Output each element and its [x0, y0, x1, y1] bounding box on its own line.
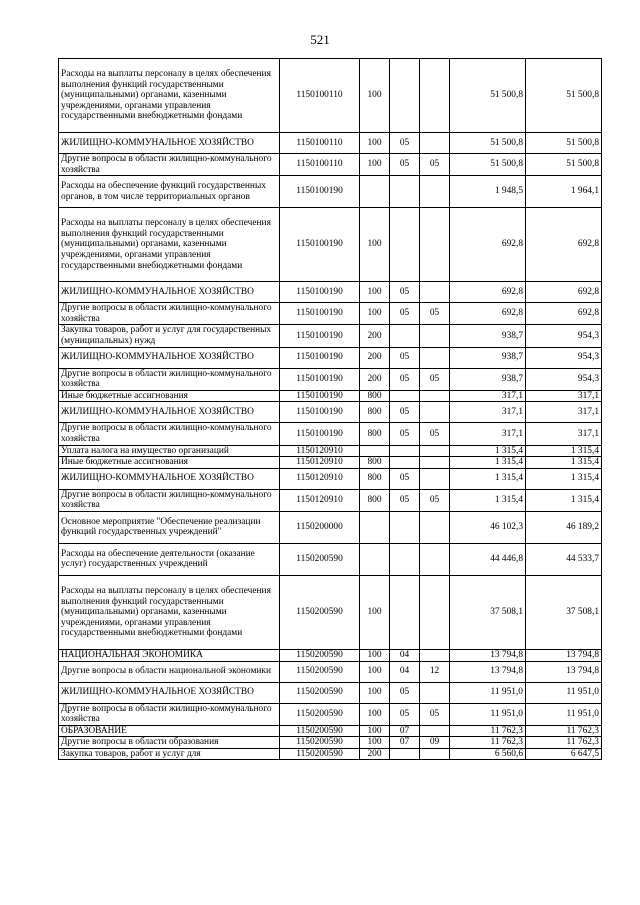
amount-year-2-cell: 13 794,8: [526, 649, 602, 661]
section-cell: 05: [390, 303, 420, 325]
target-code-cell: 1150100190: [280, 402, 360, 423]
amount-year-2-cell: 317,1: [526, 402, 602, 423]
amount-year-2-cell: 1 315,4: [526, 468, 602, 489]
table-row: [59, 575, 602, 649]
expense-type-cell: 800: [360, 423, 390, 445]
target-code-cell: 1150100190: [280, 303, 360, 325]
section-cell: 05: [390, 368, 420, 390]
section-cell: 05: [390, 402, 420, 423]
expense-type-cell: 100: [360, 154, 390, 176]
subsection-cell: [420, 282, 450, 303]
expense-type-cell: 100: [360, 303, 390, 325]
table-row: [59, 282, 602, 303]
amount-year-1-cell: 51 500,8: [450, 154, 526, 176]
subsection-cell: [420, 402, 450, 423]
table-row: [59, 457, 602, 469]
target-code-cell: 1150120910: [280, 468, 360, 489]
expense-type-cell: 800: [360, 402, 390, 423]
subsection-cell: 05: [420, 154, 450, 176]
amount-year-1-cell: 692,8: [450, 303, 526, 325]
item-name-cell: ЖИЛИЩНО-КОММУНАЛЬНОЕ ХОЗЯЙСТВО: [59, 347, 280, 368]
item-name-cell: Иные бюджетные ассигнования: [59, 390, 280, 402]
amount-year-2-cell: 11 762,3: [526, 737, 602, 749]
subsection-cell: [420, 468, 450, 489]
target-code-cell: 1150200590: [280, 725, 360, 737]
target-code-cell: 1150100190: [280, 347, 360, 368]
target-code-cell: 1150100110: [280, 154, 360, 176]
table-row: [59, 154, 602, 176]
table-row: [59, 176, 602, 208]
amount-year-1-cell: 11 762,3: [450, 737, 526, 749]
target-code-cell: 1150200590: [280, 737, 360, 749]
amount-year-1-cell: 51 500,8: [450, 59, 526, 133]
expense-type-cell: [360, 176, 390, 208]
amount-year-2-cell: 11 951,0: [526, 682, 602, 703]
amount-year-2-cell: 954,3: [526, 325, 602, 347]
item-name-cell: Расходы на выплаты персоналу в целях обеспечения выполнения функций государственными (муниципальными) органами, казенными учреждениями, органами управления государственными внебюджетными фондами: [59, 208, 280, 282]
expense-type-cell: 100: [360, 703, 390, 725]
expense-type-cell: 200: [360, 748, 390, 760]
amount-year-2-cell: 692,8: [526, 303, 602, 325]
amount-year-2-cell: 1 315,4: [526, 489, 602, 511]
target-code-cell: 1150120910: [280, 489, 360, 511]
amount-year-2-cell: 692,8: [526, 208, 602, 282]
item-name-cell: ЖИЛИЩНО-КОММУНАЛЬНОЕ ХОЗЯЙСТВО: [59, 682, 280, 703]
amount-year-1-cell: 6 560,6: [450, 748, 526, 760]
section-cell: [390, 543, 420, 575]
subsection-cell: [420, 725, 450, 737]
section-cell: [390, 176, 420, 208]
table-row: [59, 325, 602, 347]
subsection-cell: 05: [420, 368, 450, 390]
section-cell: 05: [390, 682, 420, 703]
table-row: [59, 347, 602, 368]
target-code-cell: 1150100190: [280, 208, 360, 282]
target-code-cell: 1150120910: [280, 445, 360, 457]
target-code-cell: 1150100110: [280, 133, 360, 154]
amount-year-1-cell: 938,7: [450, 325, 526, 347]
table-row: [59, 682, 602, 703]
amount-year-2-cell: 692,8: [526, 282, 602, 303]
amount-year-1-cell: 51 500,8: [450, 133, 526, 154]
expense-type-cell: 100: [360, 725, 390, 737]
table-row: [59, 737, 602, 749]
amount-year-1-cell: 46 102,3: [450, 511, 526, 543]
table-row: [59, 423, 602, 445]
expense-type-cell: 200: [360, 368, 390, 390]
target-code-cell: 1150200590: [280, 748, 360, 760]
expense-type-cell: 100: [360, 661, 390, 682]
expense-type-cell: 200: [360, 347, 390, 368]
amount-year-1-cell: 37 508,1: [450, 575, 526, 649]
section-cell: 07: [390, 737, 420, 749]
table-row: [59, 489, 602, 511]
amount-year-1-cell: 1 315,4: [450, 468, 526, 489]
expense-type-cell: 100: [360, 649, 390, 661]
item-name-cell: Другие вопросы в области жилищно-коммунального хозяйства: [59, 303, 280, 325]
subsection-cell: 05: [420, 703, 450, 725]
table-row: [59, 208, 602, 282]
subsection-cell: 09: [420, 737, 450, 749]
amount-year-1-cell: 938,7: [450, 368, 526, 390]
expense-type-cell: 100: [360, 133, 390, 154]
amount-year-2-cell: 46 189,2: [526, 511, 602, 543]
subsection-cell: [420, 390, 450, 402]
section-cell: 07: [390, 725, 420, 737]
table-row: [59, 649, 602, 661]
budget-table: [58, 58, 602, 760]
amount-year-2-cell: 317,1: [526, 423, 602, 445]
amount-year-1-cell: 317,1: [450, 390, 526, 402]
subsection-cell: [420, 575, 450, 649]
amount-year-1-cell: 692,8: [450, 282, 526, 303]
section-cell: 05: [390, 468, 420, 489]
expense-type-cell: 100: [360, 59, 390, 133]
section-cell: 05: [390, 282, 420, 303]
target-code-cell: 1150100190: [280, 423, 360, 445]
expense-type-cell: 100: [360, 282, 390, 303]
item-name-cell: Закупка товаров, работ и услуг для государственных (муниципальных) нужд: [59, 325, 280, 347]
expense-type-cell: 100: [360, 208, 390, 282]
subsection-cell: [420, 748, 450, 760]
expense-type-cell: 800: [360, 457, 390, 469]
target-code-cell: 1150200590: [280, 661, 360, 682]
amount-year-2-cell: 1 964,1: [526, 176, 602, 208]
target-code-cell: 1150200590: [280, 682, 360, 703]
table-row: [59, 468, 602, 489]
target-code-cell: 1150100190: [280, 176, 360, 208]
section-cell: [390, 748, 420, 760]
section-cell: [390, 390, 420, 402]
section-cell: 05: [390, 154, 420, 176]
table-row: [59, 303, 602, 325]
section-cell: [390, 325, 420, 347]
table-row: [59, 748, 602, 760]
item-name-cell: Расходы на выплаты персоналу в целях обеспечения выполнения функций государственными (муниципальными) органами, казенными учреждениями, органами управления государственными внебюджетными фондами: [59, 575, 280, 649]
item-name-cell: НАЦИОНАЛЬНАЯ ЭКОНОМИКА: [59, 649, 280, 661]
amount-year-1-cell: 1 315,4: [450, 489, 526, 511]
item-name-cell: Другие вопросы в области образования: [59, 737, 280, 749]
item-name-cell: Другие вопросы в области жилищно-коммунального хозяйства: [59, 423, 280, 445]
section-cell: [390, 208, 420, 282]
table-row: [59, 133, 602, 154]
table-row: [59, 725, 602, 737]
subsection-cell: 12: [420, 661, 450, 682]
amount-year-1-cell: 11 762,3: [450, 725, 526, 737]
subsection-cell: [420, 682, 450, 703]
subsection-cell: [420, 445, 450, 457]
amount-year-1-cell: 13 794,8: [450, 661, 526, 682]
amount-year-1-cell: 1 948,5: [450, 176, 526, 208]
subsection-cell: 05: [420, 423, 450, 445]
subsection-cell: [420, 543, 450, 575]
amount-year-1-cell: 13 794,8: [450, 649, 526, 661]
target-code-cell: 1150100190: [280, 282, 360, 303]
section-cell: [390, 511, 420, 543]
item-name-cell: Расходы на выплаты персоналу в целях обеспечения выполнения функций государственными (муниципальными) органами, казенными учреждениями, органами управления государственными внебюджетными фондами: [59, 59, 280, 133]
amount-year-2-cell: 13 794,8: [526, 661, 602, 682]
item-name-cell: ЖИЛИЩНО-КОММУНАЛЬНОЕ ХОЗЯЙСТВО: [59, 402, 280, 423]
section-cell: 05: [390, 489, 420, 511]
table-row: [59, 59, 602, 133]
section-cell: 04: [390, 661, 420, 682]
section-cell: [390, 457, 420, 469]
table-row: [59, 390, 602, 402]
item-name-cell: ЖИЛИЩНО-КОММУНАЛЬНОЕ ХОЗЯЙСТВО: [59, 282, 280, 303]
section-cell: 05: [390, 133, 420, 154]
table-row: [59, 543, 602, 575]
target-code-cell: 1150200590: [280, 543, 360, 575]
subsection-cell: [420, 59, 450, 133]
amount-year-1-cell: 11 951,0: [450, 703, 526, 725]
amount-year-1-cell: 317,1: [450, 423, 526, 445]
amount-year-1-cell: 692,8: [450, 208, 526, 282]
table-row: [59, 402, 602, 423]
amount-year-2-cell: 37 508,1: [526, 575, 602, 649]
item-name-cell: Иные бюджетные ассигнования: [59, 457, 280, 469]
item-name-cell: Закупка товаров, работ и услуг для: [59, 748, 280, 760]
item-name-cell: Расходы на обеспечение функций государственных органов, в том числе территориальных органов: [59, 176, 280, 208]
subsection-cell: [420, 208, 450, 282]
amount-year-1-cell: 11 951,0: [450, 682, 526, 703]
page-number: 521: [310, 32, 330, 47]
section-cell: [390, 445, 420, 457]
item-name-cell: Другие вопросы в области национальной экономики: [59, 661, 280, 682]
amount-year-1-cell: 938,7: [450, 347, 526, 368]
amount-year-2-cell: 6 647,5: [526, 748, 602, 760]
amount-year-2-cell: 1 315,4: [526, 445, 602, 457]
subsection-cell: 05: [420, 303, 450, 325]
target-code-cell: 1150100190: [280, 368, 360, 390]
item-name-cell: Основное мероприятие "Обеспечение реализации функций государственных учреждений": [59, 511, 280, 543]
item-name-cell: Уплата налога на имущество организаций: [59, 445, 280, 457]
expense-type-cell: 800: [360, 390, 390, 402]
subsection-cell: [420, 176, 450, 208]
item-name-cell: Другие вопросы в области жилищно-коммунального хозяйства: [59, 368, 280, 390]
expense-type-cell: 200: [360, 325, 390, 347]
amount-year-2-cell: 1 315,4: [526, 457, 602, 469]
amount-year-1-cell: 1 315,4: [450, 445, 526, 457]
amount-year-1-cell: 317,1: [450, 402, 526, 423]
item-name-cell: ОБРАЗОВАНИЕ: [59, 725, 280, 737]
section-cell: [390, 59, 420, 133]
item-name-cell: Расходы на обеспечение деятельности (оказание услуг) государственных учреждений: [59, 543, 280, 575]
section-cell: 05: [390, 423, 420, 445]
target-code-cell: 1150200590: [280, 649, 360, 661]
expense-type-cell: 100: [360, 575, 390, 649]
amount-year-2-cell: 51 500,8: [526, 133, 602, 154]
table-row: [59, 368, 602, 390]
target-code-cell: 1150200590: [280, 575, 360, 649]
section-cell: 05: [390, 347, 420, 368]
amount-year-1-cell: 44 446,8: [450, 543, 526, 575]
item-name-cell: Другие вопросы в области жилищно-коммунального хозяйства: [59, 703, 280, 725]
subsection-cell: [420, 347, 450, 368]
expense-type-cell: [360, 511, 390, 543]
amount-year-2-cell: 51 500,8: [526, 59, 602, 133]
target-code-cell: 1150100190: [280, 325, 360, 347]
table-row: [59, 511, 602, 543]
amount-year-2-cell: 51 500,8: [526, 154, 602, 176]
table-row: [59, 661, 602, 682]
subsection-cell: [420, 133, 450, 154]
target-code-cell: 1150200590: [280, 703, 360, 725]
table-row: [59, 703, 602, 725]
amount-year-2-cell: 317,1: [526, 390, 602, 402]
expense-type-cell: [360, 543, 390, 575]
expense-type-cell: 100: [360, 737, 390, 749]
subsection-cell: [420, 511, 450, 543]
amount-year-2-cell: 954,3: [526, 347, 602, 368]
item-name-cell: ЖИЛИЩНО-КОММУНАЛЬНОЕ ХОЗЯЙСТВО: [59, 133, 280, 154]
item-name-cell: Другие вопросы в области жилищно-коммунального хозяйства: [59, 154, 280, 176]
expense-type-cell: 800: [360, 489, 390, 511]
target-code-cell: 1150200000: [280, 511, 360, 543]
subsection-cell: 05: [420, 489, 450, 511]
expense-type-cell: [360, 445, 390, 457]
target-code-cell: 1150100190: [280, 390, 360, 402]
section-cell: 04: [390, 649, 420, 661]
expense-type-cell: 800: [360, 468, 390, 489]
amount-year-2-cell: 954,3: [526, 368, 602, 390]
subsection-cell: [420, 457, 450, 469]
section-cell: 05: [390, 703, 420, 725]
target-code-cell: 1150120910: [280, 457, 360, 469]
item-name-cell: Другие вопросы в области жилищно-коммунального хозяйства: [59, 489, 280, 511]
subsection-cell: [420, 325, 450, 347]
amount-year-2-cell: 11 762,3: [526, 725, 602, 737]
subsection-cell: [420, 649, 450, 661]
item-name-cell: ЖИЛИЩНО-КОММУНАЛЬНОЕ ХОЗЯЙСТВО: [59, 468, 280, 489]
amount-year-2-cell: 44 533,7: [526, 543, 602, 575]
expense-type-cell: 100: [360, 682, 390, 703]
amount-year-2-cell: 11 951,0: [526, 703, 602, 725]
amount-year-1-cell: 1 315,4: [450, 457, 526, 469]
section-cell: [390, 575, 420, 649]
table-row: [59, 445, 602, 457]
target-code-cell: 1150100110: [280, 59, 360, 133]
